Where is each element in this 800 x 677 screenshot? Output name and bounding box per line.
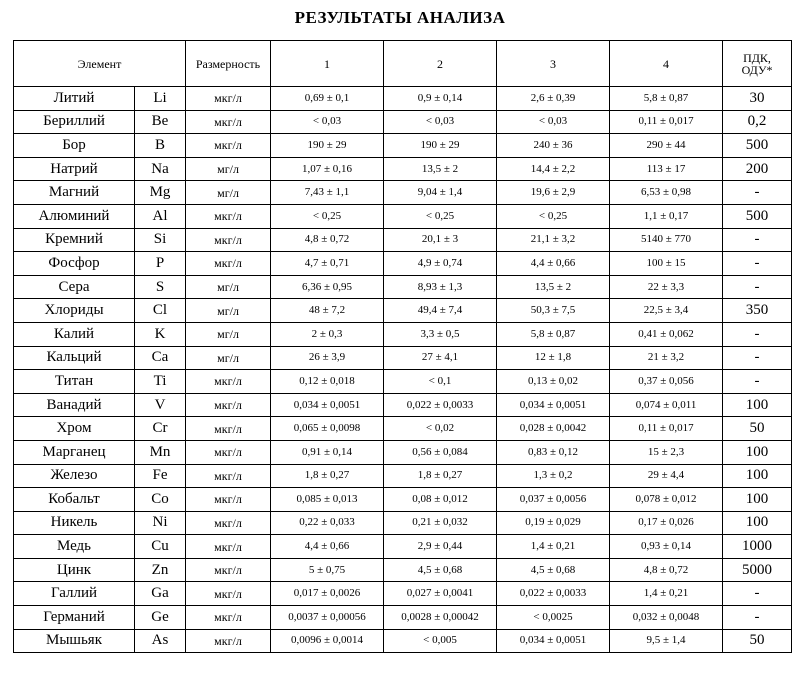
value-sample-1: 0,017 ± 0,0026 <box>271 582 384 606</box>
table-row <box>14 181 792 205</box>
element-symbol: Fe <box>135 464 186 488</box>
unit-cell: мкг/л <box>186 464 271 488</box>
pdk-value: - <box>723 322 792 346</box>
element-name: Германий <box>14 606 135 630</box>
value-sample-3: 1,3 ± 0,2 <box>497 464 610 488</box>
element-symbol: Ti <box>135 370 186 394</box>
value-sample-2: < 0,02 <box>384 417 497 441</box>
value-sample-4: 0,078 ± 0,012 <box>610 488 723 512</box>
value-sample-2: 20,1 ± 3 <box>384 228 497 252</box>
pdk-value: 500 <box>723 204 792 228</box>
value-sample-3: < 0,25 <box>497 204 610 228</box>
element-name: Литий <box>14 87 135 111</box>
unit-cell: мкг/л <box>186 228 271 252</box>
value-sample-1: < 0,25 <box>271 204 384 228</box>
header-pdk-line1: ПДК, <box>743 50 771 65</box>
table-row <box>14 346 792 370</box>
unit-cell: мкг/л <box>186 606 271 630</box>
unit-cell: мкг/л <box>186 417 271 441</box>
pdk-value: - <box>723 181 792 205</box>
value-sample-4: 1,1 ± 0,17 <box>610 204 723 228</box>
value-sample-1: 1,8 ± 0,27 <box>271 464 384 488</box>
element-name: Кремний <box>14 228 135 252</box>
unit-cell: мкг/л <box>186 440 271 464</box>
value-sample-2: 4,9 ± 0,74 <box>384 252 497 276</box>
value-sample-1: 0,034 ± 0,0051 <box>271 393 384 417</box>
pdk-value: - <box>723 275 792 299</box>
pdk-value: - <box>723 582 792 606</box>
value-sample-1: 0,69 ± 0,1 <box>271 87 384 111</box>
element-symbol: Mg <box>135 181 186 205</box>
value-sample-3: 0,83 ± 0,12 <box>497 440 610 464</box>
table-row <box>14 275 792 299</box>
value-sample-4: 0,074 ± 0,011 <box>610 393 723 417</box>
value-sample-4: 22,5 ± 3,4 <box>610 299 723 323</box>
value-sample-3: 2,6 ± 0,39 <box>497 87 610 111</box>
element-name: Хлориды <box>14 299 135 323</box>
value-sample-3: 14,4 ± 2,2 <box>497 157 610 181</box>
pdk-value: 0,2 <box>723 110 792 134</box>
unit-cell: мг/л <box>186 299 271 323</box>
unit-cell: мкг/л <box>186 252 271 276</box>
results-table <box>13 40 792 653</box>
element-symbol: K <box>135 322 186 346</box>
value-sample-1: < 0,03 <box>271 110 384 134</box>
table-row <box>14 322 792 346</box>
value-sample-2: 0,08 ± 0,012 <box>384 488 497 512</box>
table-row <box>14 228 792 252</box>
value-sample-3: 1,4 ± 0,21 <box>497 535 610 559</box>
value-sample-1: 48 ± 7,2 <box>271 299 384 323</box>
value-sample-3: 13,5 ± 2 <box>497 275 610 299</box>
element-symbol: Ca <box>135 346 186 370</box>
unit-cell: мг/л <box>186 346 271 370</box>
table-row <box>14 204 792 228</box>
value-sample-3: 240 ± 36 <box>497 134 610 158</box>
value-sample-2: < 0,005 <box>384 629 497 653</box>
header-pdk <box>723 41 792 87</box>
pdk-value: 100 <box>723 464 792 488</box>
unit-cell: мг/л <box>186 275 271 299</box>
value-sample-2: < 0,03 <box>384 110 497 134</box>
element-symbol: B <box>135 134 186 158</box>
table-body <box>14 87 792 653</box>
pdk-value: 50 <box>723 629 792 653</box>
pdk-value: 100 <box>723 440 792 464</box>
value-sample-2: 49,4 ± 7,4 <box>384 299 497 323</box>
value-sample-4: 4,8 ± 0,72 <box>610 558 723 582</box>
value-sample-2: 3,3 ± 0,5 <box>384 322 497 346</box>
value-sample-3: < 0,03 <box>497 110 610 134</box>
pdk-value: - <box>723 606 792 630</box>
unit-cell: мкг/л <box>186 134 271 158</box>
value-sample-3: 4,5 ± 0,68 <box>497 558 610 582</box>
element-symbol: Si <box>135 228 186 252</box>
pdk-value: - <box>723 252 792 276</box>
element-name: Ванадий <box>14 393 135 417</box>
element-name: Магний <box>14 181 135 205</box>
value-sample-4: 9,5 ± 1,4 <box>610 629 723 653</box>
value-sample-4: 0,11 ± 0,017 <box>610 110 723 134</box>
header-pdk-line2: ОДУ* <box>741 62 773 77</box>
element-name: Бериллий <box>14 110 135 134</box>
value-sample-2: 2,9 ± 0,44 <box>384 535 497 559</box>
element-symbol: P <box>135 252 186 276</box>
value-sample-4: 0,93 ± 0,14 <box>610 535 723 559</box>
unit-cell: мкг/л <box>186 87 271 111</box>
value-sample-2: 0,027 ± 0,0041 <box>384 582 497 606</box>
value-sample-3: 0,13 ± 0,02 <box>497 370 610 394</box>
unit-cell: мкг/л <box>186 393 271 417</box>
table-row <box>14 488 792 512</box>
element-symbol: Cr <box>135 417 186 441</box>
unit-cell: мкг/л <box>186 558 271 582</box>
value-sample-2: 0,0028 ± 0,00042 <box>384 606 497 630</box>
pdk-value: 30 <box>723 87 792 111</box>
pdk-value: 100 <box>723 488 792 512</box>
value-sample-4: 100 ± 15 <box>610 252 723 276</box>
value-sample-2: 0,21 ± 0,032 <box>384 511 497 535</box>
value-sample-4: 5140 ± 770 <box>610 228 723 252</box>
element-name: Кальций <box>14 346 135 370</box>
value-sample-1: 4,4 ± 0,66 <box>271 535 384 559</box>
pdk-value: 50 <box>723 417 792 441</box>
value-sample-1: 0,91 ± 0,14 <box>271 440 384 464</box>
value-sample-2: 8,93 ± 1,3 <box>384 275 497 299</box>
unit-cell: мг/л <box>186 157 271 181</box>
value-sample-2: 0,9 ± 0,14 <box>384 87 497 111</box>
pdk-value: 5000 <box>723 558 792 582</box>
element-symbol: Mn <box>135 440 186 464</box>
element-symbol: Zn <box>135 558 186 582</box>
table-row <box>14 417 792 441</box>
pdk-value: 200 <box>723 157 792 181</box>
value-sample-3: 0,034 ± 0,0051 <box>497 393 610 417</box>
value-sample-4: 15 ± 2,3 <box>610 440 723 464</box>
value-sample-3: 50,3 ± 7,5 <box>497 299 610 323</box>
element-symbol: Ni <box>135 511 186 535</box>
value-sample-2: 0,56 ± 0,084 <box>384 440 497 464</box>
element-symbol: Be <box>135 110 186 134</box>
value-sample-3: 0,022 ± 0,0033 <box>497 582 610 606</box>
table-row <box>14 110 792 134</box>
value-sample-4: 0,37 ± 0,056 <box>610 370 723 394</box>
element-name: Бор <box>14 134 135 158</box>
page-title: РЕЗУЛЬТАТЫ АНАЛИЗА <box>294 8 506 27</box>
element-symbol: Ge <box>135 606 186 630</box>
element-symbol: Li <box>135 87 186 111</box>
table-row <box>14 582 792 606</box>
value-sample-4: 6,53 ± 0,98 <box>610 181 723 205</box>
element-name: Медь <box>14 535 135 559</box>
table-row <box>14 511 792 535</box>
table-row <box>14 157 792 181</box>
header-element: Элемент <box>14 41 186 87</box>
value-sample-1: 1,07 ± 0,16 <box>271 157 384 181</box>
value-sample-1: 6,36 ± 0,95 <box>271 275 384 299</box>
value-sample-2: 4,5 ± 0,68 <box>384 558 497 582</box>
table-header-row <box>14 41 792 87</box>
element-name: Хром <box>14 417 135 441</box>
element-name: Алюминий <box>14 204 135 228</box>
unit-cell: мг/л <box>186 181 271 205</box>
pdk-value: 100 <box>723 393 792 417</box>
value-sample-1: 5 ± 0,75 <box>271 558 384 582</box>
value-sample-4: 29 ± 4,4 <box>610 464 723 488</box>
value-sample-4: 0,11 ± 0,017 <box>610 417 723 441</box>
element-name: Цинк <box>14 558 135 582</box>
value-sample-3: 19,6 ± 2,9 <box>497 181 610 205</box>
element-name: Сера <box>14 275 135 299</box>
table-row <box>14 440 792 464</box>
unit-cell: мг/л <box>186 322 271 346</box>
element-name: Марганец <box>14 440 135 464</box>
header-sample-1: 1 <box>271 41 384 87</box>
unit-cell: мкг/л <box>186 110 271 134</box>
value-sample-3: < 0,0025 <box>497 606 610 630</box>
value-sample-2: 27 ± 4,1 <box>384 346 497 370</box>
unit-cell: мкг/л <box>186 535 271 559</box>
value-sample-1: 4,7 ± 0,71 <box>271 252 384 276</box>
pdk-value: 350 <box>723 299 792 323</box>
pdk-value: 1000 <box>723 535 792 559</box>
value-sample-3: 21,1 ± 3,2 <box>497 228 610 252</box>
element-name: Галлий <box>14 582 135 606</box>
pdk-value: - <box>723 228 792 252</box>
table-row <box>14 87 792 111</box>
value-sample-2: 0,022 ± 0,0033 <box>384 393 497 417</box>
value-sample-3: 5,8 ± 0,87 <box>497 322 610 346</box>
table-row <box>14 299 792 323</box>
value-sample-4: 0,41 ± 0,062 <box>610 322 723 346</box>
value-sample-3: 0,037 ± 0,0056 <box>497 488 610 512</box>
value-sample-4: 290 ± 44 <box>610 134 723 158</box>
value-sample-1: 190 ± 29 <box>271 134 384 158</box>
table-row <box>14 464 792 488</box>
value-sample-1: 4,8 ± 0,72 <box>271 228 384 252</box>
table-row <box>14 134 792 158</box>
value-sample-4: 22 ± 3,3 <box>610 275 723 299</box>
value-sample-4: 0,17 ± 0,026 <box>610 511 723 535</box>
value-sample-1: 0,0096 ± 0,0014 <box>271 629 384 653</box>
value-sample-2: 13,5 ± 2 <box>384 157 497 181</box>
value-sample-2: 9,04 ± 1,4 <box>384 181 497 205</box>
element-symbol: Co <box>135 488 186 512</box>
table-row <box>14 393 792 417</box>
element-name: Кобальт <box>14 488 135 512</box>
element-name: Титан <box>14 370 135 394</box>
pdk-value: - <box>723 346 792 370</box>
element-symbol: Ga <box>135 582 186 606</box>
element-symbol: Na <box>135 157 186 181</box>
value-sample-1: 7,43 ± 1,1 <box>271 181 384 205</box>
header-sample-3: 3 <box>497 41 610 87</box>
pdk-value: 500 <box>723 134 792 158</box>
unit-cell: мкг/л <box>186 511 271 535</box>
element-name: Железо <box>14 464 135 488</box>
value-sample-3: 12 ± 1,8 <box>497 346 610 370</box>
value-sample-3: 0,028 ± 0,0042 <box>497 417 610 441</box>
value-sample-3: 0,19 ± 0,029 <box>497 511 610 535</box>
table-row <box>14 535 792 559</box>
element-name: Никель <box>14 511 135 535</box>
value-sample-4: 5,8 ± 0,87 <box>610 87 723 111</box>
table-row <box>14 370 792 394</box>
value-sample-1: 26 ± 3,9 <box>271 346 384 370</box>
element-symbol: V <box>135 393 186 417</box>
value-sample-1: 2 ± 0,3 <box>271 322 384 346</box>
element-symbol: Cl <box>135 299 186 323</box>
header-unit: Размерность <box>186 41 271 87</box>
unit-cell: мкг/л <box>186 629 271 653</box>
value-sample-2: 1,8 ± 0,27 <box>384 464 497 488</box>
unit-cell: мкг/л <box>186 582 271 606</box>
value-sample-1: 0,22 ± 0,033 <box>271 511 384 535</box>
value-sample-2: 190 ± 29 <box>384 134 497 158</box>
element-symbol: S <box>135 275 186 299</box>
table-row <box>14 252 792 276</box>
value-sample-1: 0,065 ± 0,0098 <box>271 417 384 441</box>
pdk-value: - <box>723 370 792 394</box>
table-row <box>14 629 792 653</box>
unit-cell: мкг/л <box>186 488 271 512</box>
element-symbol: Al <box>135 204 186 228</box>
element-name: Калий <box>14 322 135 346</box>
value-sample-4: 113 ± 17 <box>610 157 723 181</box>
value-sample-3: 4,4 ± 0,66 <box>497 252 610 276</box>
value-sample-4: 1,4 ± 0,21 <box>610 582 723 606</box>
element-name: Мышьяк <box>14 629 135 653</box>
value-sample-4: 0,032 ± 0,0048 <box>610 606 723 630</box>
value-sample-4: 21 ± 3,2 <box>610 346 723 370</box>
unit-cell: мкг/л <box>186 370 271 394</box>
element-name: Фосфор <box>14 252 135 276</box>
pdk-value: 100 <box>723 511 792 535</box>
value-sample-2: < 0,25 <box>384 204 497 228</box>
table-row <box>14 558 792 582</box>
header-sample-4: 4 <box>610 41 723 87</box>
value-sample-1: 0,085 ± 0,013 <box>271 488 384 512</box>
element-name: Натрий <box>14 157 135 181</box>
value-sample-1: 0,12 ± 0,018 <box>271 370 384 394</box>
value-sample-3: 0,034 ± 0,0051 <box>497 629 610 653</box>
table-row <box>14 606 792 630</box>
header-sample-2: 2 <box>384 41 497 87</box>
unit-cell: мкг/л <box>186 204 271 228</box>
value-sample-2: < 0,1 <box>384 370 497 394</box>
value-sample-1: 0,0037 ± 0,00056 <box>271 606 384 630</box>
element-symbol: Cu <box>135 535 186 559</box>
element-symbol: As <box>135 629 186 653</box>
